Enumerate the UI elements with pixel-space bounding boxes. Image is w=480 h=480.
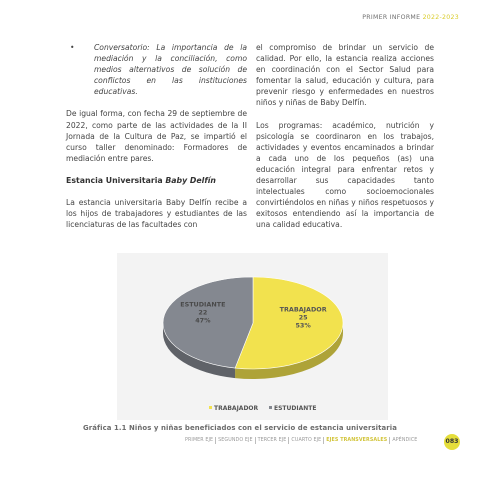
chart-caption: Gráfica 1.1 Niños y niñas beneficiados con el servicio de estancia universitaria — [83, 424, 397, 432]
pie-chart — [117, 253, 388, 420]
pie-label-trabajador-percent: 53% — [295, 321, 311, 330]
footer-nav-item-5[interactable]: APÉNDICE — [392, 438, 418, 443]
report-year: 2022-2023 — [422, 14, 459, 21]
footer-nav-item-4[interactable]: EJES TRANSVERSALES — [324, 437, 390, 444]
pie-chart-svg — [117, 253, 388, 420]
pie-label-estudiante-value: 22 — [198, 308, 208, 317]
footer-nav-item-2[interactable]: TERCER EJE — [256, 437, 290, 444]
right-column — [256, 42, 434, 231]
page-number-badge: 083 — [444, 434, 460, 450]
pie-label-trabajador-value: 25 — [298, 313, 308, 322]
bullet-item — [70, 42, 247, 97]
footer-nav-item-0[interactable]: PRIMER EJE — [183, 437, 216, 444]
legend-marker-trabajador — [209, 406, 212, 409]
paragraph-jornada: De igual forma, con fecha 29 de septiembre de 2022, como parte de las actividades de la II Jornada de la Cultura de Paz, se impartió el curso taller denominado: Formadores de mediación entre pares. — [66, 109, 247, 163]
bullet-text: Conversatorio: La importancia de la mediación y la conciliación, como medios alternativos de solución de conflictos en las instituciones educativas. — [94, 43, 247, 97]
report-title — [362, 14, 459, 21]
section-heading-main: Estancia Universitaria — [66, 175, 166, 185]
legend-label-estudiante: ESTUDIANTE — [274, 405, 317, 412]
section-heading-italic: Baby Delfín — [165, 175, 216, 185]
footer-nav-item-3[interactable]: CUARTO EJE — [289, 437, 324, 444]
legend-marker-estudiante — [269, 406, 272, 409]
paragraph-estancia: La estancia universitaria Baby Delfín recibe a los hijos de trabajadores y estudiantes de las licenciaturas de las facultades con — [66, 198, 247, 230]
left-column — [66, 42, 247, 230]
footer-nav-item-1[interactable]: SEGUNDO EJE — [216, 437, 255, 444]
section-heading — [66, 175, 247, 186]
bullet-dot-icon: • — [70, 43, 75, 52]
paragraph-programas: Los programas: académico, nutrición y psicología se coordinaron en los trabajos, actividades y eventos encaminados a brindar a cada uno de los pequeños (as) una educación integral para enfrentar retos y desarrollar sus capacidades tanto intelectuales como socioemocionales convirtiéndolos en niñas y niños respetuosos y exitosos entendiendo así la importancia de una calidad educativa. — [256, 120, 434, 230]
pie-label-estudiante-percent: 47% — [195, 316, 211, 325]
legend-label-trabajador: TRABAJADOR — [214, 405, 259, 412]
pie-label-estudiante-name: ESTUDIANTE — [180, 300, 226, 309]
paragraph-compromiso: el compromiso de brindar un servicio de calidad. Por ello, la estancia realiza acciones en coordinación con el Sector Salud para fomentar la salud, educación y cultura, para prevenir riesgo y enfermedades en nuestros niños y niñas de Baby Delfín. — [256, 43, 434, 108]
report-title-main: PRIMER INFORME — [362, 14, 423, 21]
pie-label-trabajador-name: TRABAJADOR — [279, 305, 327, 314]
footer-nav — [183, 437, 419, 444]
